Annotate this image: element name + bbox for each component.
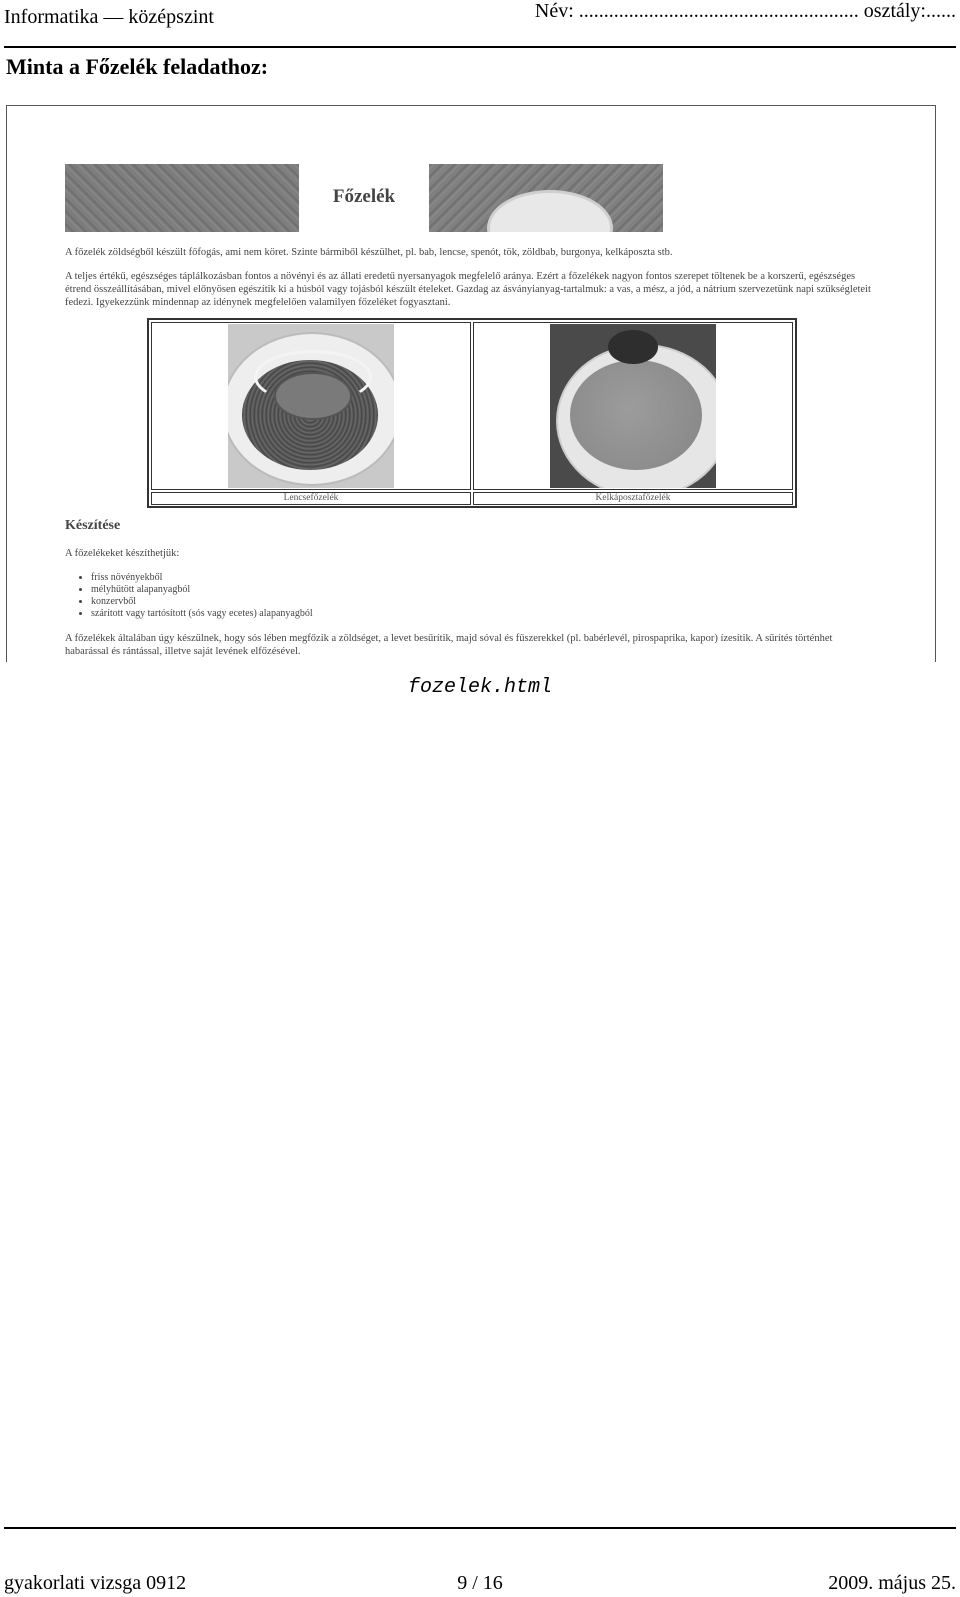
preparation-list [77, 572, 313, 620]
footer-page-number: 9 / 16 [457, 1572, 503, 1594]
section-title: Minta a Főzelék feladathoz: [6, 54, 269, 79]
photo-caption: Kelkáposztafőzelék [473, 492, 793, 505]
list-item: • mélyhűtött alapanyagból [91, 584, 313, 596]
stew [570, 360, 702, 470]
header-divider [4, 46, 956, 48]
photo-table [147, 318, 797, 508]
meat-slices [274, 372, 352, 420]
nutrition-paragraph: A teljes értékű, egészséges táplálkozásban fontos a növényi és az állati eredetű nyersanyagok megfelelő aránya. Ezért a főzelékek nagyon fontos szerepet töltenek be a korszerű, egészséges étrend összeállításában, mivel előnyösen egészítik ki a húsból vagy tojásból készült ételeket. Gazdag az ásványianyag-tartalmuk: a vas, a mész, a jód, a nátrium szervezetünk napi szükségleteit fedezi. Igyekezzünk mindennap az idénynek megfelelően valamilyen főzeléket fogyasztani. [65, 271, 871, 308]
banner-texture-left [65, 164, 299, 232]
list-item: • friss növényekből [91, 572, 313, 584]
garnish [608, 330, 658, 364]
intro-paragraph: A főzelék zöldségből készült főfogás, ami nem köret. Szinte bármiből készülhet, pl. bab, lencse, spenót, tök, zöldbab, burgonya, kelkáposzta stb. [65, 247, 673, 258]
footer-exam-code: gyakorlati vizsga 0912 [4, 1572, 187, 1594]
photo-cell-savoy [473, 322, 793, 490]
lentil-stew-photo [228, 324, 394, 488]
banner-texture-right [429, 164, 663, 232]
header-subject: Informatika — középszint [4, 6, 214, 28]
footer-divider [4, 1527, 956, 1529]
header-name-class-field: Név: ........................................................ osztály:...... [534, 0, 956, 22]
filename-caption: fozelek.html [407, 676, 553, 699]
sample-webpage-screenshot [6, 105, 936, 662]
footer-date: 2009. május 25. [828, 1572, 956, 1594]
savoy-cabbage-stew-photo [550, 324, 716, 488]
preparation-paragraph: A főzelékek általában úgy készülnek, hogy sós lében megfőzik a zöldséget, a levet besűrítik, majd sóval és fűszerekkel (pl. babérlevél, pirospaprika, kapor) ízesítik. A sűrítés történhet habarással és rántással, illetve saját levének elfőzésével. [65, 633, 833, 657]
preparation-heading: Készítése [65, 518, 121, 533]
banner [65, 164, 663, 232]
photo-caption: Lencsefőzelék [151, 492, 471, 505]
list-item: • konzervből [91, 596, 313, 608]
photo-cell-lentil [151, 322, 471, 490]
preparation-lead: A főzelékeket készíthetjük: [65, 548, 180, 559]
list-item: • szárított vagy tartósított (sós vagy ecetes) alapanyagból [91, 608, 313, 620]
sample-page-title: Főzelék [332, 186, 396, 207]
cucumber-image [487, 190, 613, 232]
